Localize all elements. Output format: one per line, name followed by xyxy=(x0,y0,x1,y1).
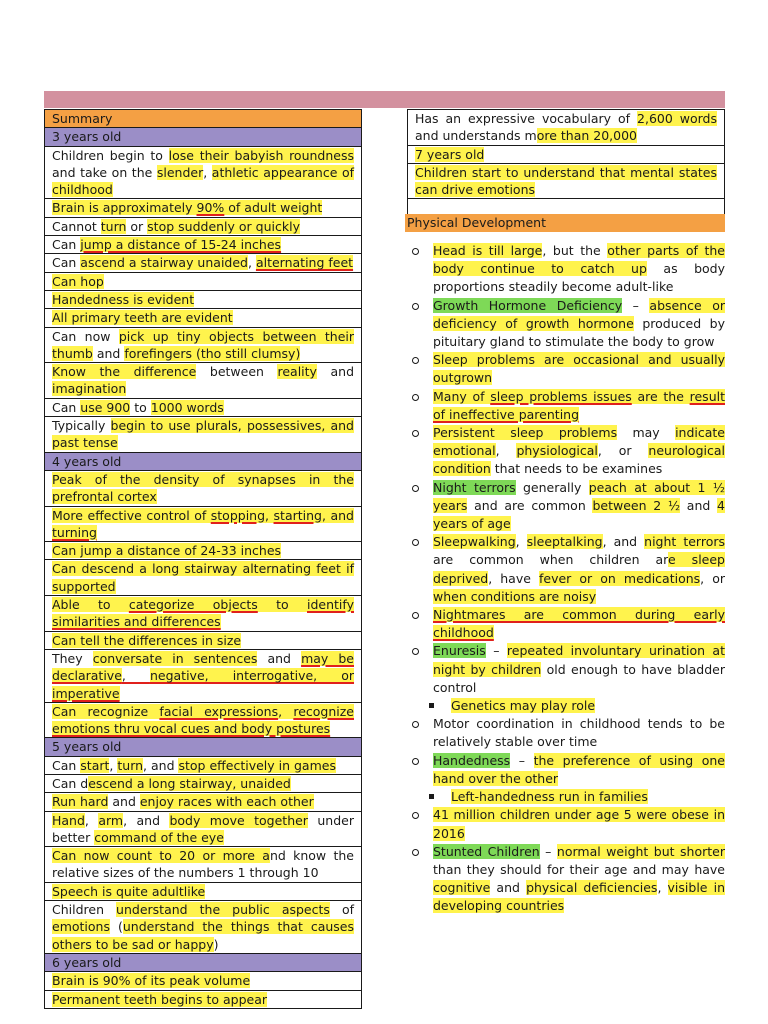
table-row: Able to categorize objects to identify similarities and differences xyxy=(45,596,362,632)
table-row: Can descend a long stairway alternating feet if supported xyxy=(45,560,362,596)
table-row: Know the difference between reality and imagination xyxy=(45,363,362,399)
table-row: Can now pick up tiny objects between their thumb and forefingers (tho still clumsy) xyxy=(45,327,362,363)
table-row: Can tell the differences in size xyxy=(45,631,362,649)
list-item: Many of sleep problems issues are the result of ineffective parenting xyxy=(407,388,725,424)
table-row: Brain is 90% of its peak volume xyxy=(45,972,362,990)
table-row: Handedness is evident xyxy=(45,290,362,308)
age-header-6: 6 years old xyxy=(45,953,362,971)
list-item: Enuresis – repeated involuntary urination at night by children old enough to have bladder control xyxy=(407,642,725,697)
table-row: Has an expressive vocabulary of 2,600 words and understands more than 20,000 xyxy=(408,110,725,146)
table-row: Can jump a distance of 15-24 inches xyxy=(45,236,362,254)
list-item: Head is till large, but the other parts of the body continue to catch up as body proportions steadily become adult-like xyxy=(407,242,725,297)
table-row: Children start to understand that mental states can drive emotions xyxy=(408,163,725,199)
list-item: Stunted Children – normal weight but shorter than they should for their age and may have cognitive and physical deficiencies, visible in developing countries xyxy=(407,843,725,916)
table-row: Children understand the public aspects of emotions (understand the things that causes others to be sad or happy) xyxy=(45,901,362,954)
table-row: Speech is quite adultlike xyxy=(45,882,362,900)
age-header-3: 3 years old xyxy=(45,128,362,146)
summary-table xyxy=(44,109,362,1009)
age-header-7: 7 years old xyxy=(408,145,725,163)
table-row: Hand, arm, and body move together under better command of the eye xyxy=(45,811,362,847)
list-item: 41 million children under age 5 were obese in 2016 xyxy=(407,806,725,842)
list-item: Sleep problems are occasional and usually outgrown xyxy=(407,351,725,387)
list-item: Growth Hormone Deficiency – absence or deficiency of growth hormone produced by pituitary gland to stimulate the body to grow xyxy=(407,297,725,352)
table-row: Can jump a distance of 24-33 inches xyxy=(45,542,362,560)
list-item: Night terrors generally peach at about 1 ½ years and are common between 2 ½ and 4 years of age xyxy=(407,479,725,534)
sub-list-item: Genetics may play role xyxy=(407,697,725,715)
top-banner xyxy=(44,91,725,108)
table-row: Cannot turn or stop suddenly or quickly xyxy=(45,217,362,235)
table-row: Run hard and enjoy races with each other xyxy=(45,793,362,811)
table-row: All primary teeth are evident xyxy=(45,309,362,327)
list-item: Handedness – the preference of using one hand over the other xyxy=(407,752,725,788)
table-row: Can hop xyxy=(45,272,362,290)
table-row: Children begin to lose their babyish roundness and take on the slender, athletic appearance of childhood xyxy=(45,146,362,199)
table-row: Typically begin to use plurals, possessives, and past tense xyxy=(45,417,362,453)
list-item: Motor coordination in childhood tends to be relatively stable over time xyxy=(407,715,725,751)
table-row: They conversate in sentences and may be declarative, negative, interrogative, or imperative xyxy=(45,649,362,702)
table-row: Can ascend a stairway unaided, alternating feet xyxy=(45,254,362,272)
table-row: Can descend a long stairway, unaided xyxy=(45,774,362,792)
list-item: Sleepwalking, sleeptalking, and night terrors are common when children are sleep deprived, have fever or on medications, or when conditions are noisy xyxy=(407,533,725,606)
age-header-5: 5 years old xyxy=(45,738,362,756)
sub-list-item: Left-handedness run in families xyxy=(407,788,725,806)
summary-header: Summary xyxy=(45,110,362,128)
physical-development-list xyxy=(407,242,725,916)
table-row: Can use 900 to 1000 words xyxy=(45,398,362,416)
section-heading: Physical Development xyxy=(405,214,725,232)
table-row: Brain is approximately 90% of adult weight xyxy=(45,199,362,217)
table-row: Can recognize facial expressions, recognize emotions thru vocal cues and body postures xyxy=(45,702,362,738)
list-item: Nightmares are common during early childhood xyxy=(407,606,725,642)
right-table xyxy=(407,109,725,217)
table-row: More effective control of stopping, starting, and turning xyxy=(45,506,362,542)
table-row: Permanent teeth begins to appear xyxy=(45,990,362,1008)
list-item: Persistent sleep problems may indicate emotional, physiological, or neurological condition that needs to be examines xyxy=(407,424,725,479)
table-row: Can start, turn, and stop effectively in games xyxy=(45,756,362,774)
age-header-4: 4 years old xyxy=(45,452,362,470)
table-row: Can now count to 20 or more and know the relative sizes of the numbers 1 through 10 xyxy=(45,847,362,883)
table-row: Peak of the density of synapses in the prefrontal cortex xyxy=(45,470,362,506)
